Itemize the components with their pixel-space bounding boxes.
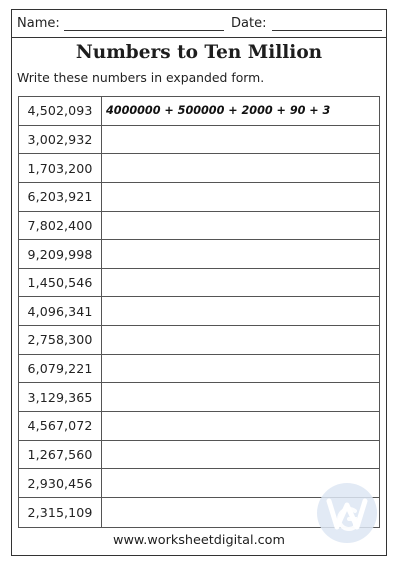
number-cell: 1,450,546 [19,269,102,297]
worksheet-title: Numbers to Ten Million [75,42,323,63]
expanded-form-answer-field[interactable] [102,269,379,297]
date-label: Date: [231,16,267,31]
table-row [19,297,379,326]
date-field-line[interactable] [272,30,382,31]
table-row [19,355,379,384]
number-cell: 3,129,365 [19,383,102,411]
name-label: Name: [17,16,60,31]
table-row [19,212,379,241]
expanded-form-answer-field[interactable] [102,183,379,211]
name-field-line[interactable] [64,30,224,31]
table-row [19,126,379,155]
expanded-form-answer-field[interactable] [102,355,379,383]
table-row [19,383,379,412]
expanded-form-answer-field[interactable] [102,212,379,240]
table-row [19,97,379,126]
expanded-form-answer-field[interactable] [102,126,379,154]
expanded-form-answer-field[interactable] [102,441,379,469]
number-cell: 6,203,921 [19,183,102,211]
number-cell: 3,002,932 [19,126,102,154]
numbers-table [18,96,380,528]
expanded-form-answer-field[interactable] [102,154,379,182]
expanded-form-answer-field[interactable] [102,240,379,268]
number-cell: 2,758,300 [19,326,102,354]
number-cell: 1,267,560 [19,441,102,469]
table-row [19,326,379,355]
table-row [19,269,379,298]
number-cell: 7,802,400 [19,212,102,240]
number-cell: 4,096,341 [19,297,102,325]
number-cell: 2,930,456 [19,469,102,497]
number-cell: 6,079,221 [19,355,102,383]
number-cell: 1,703,200 [19,154,102,182]
expanded-form-answer-field[interactable] [102,412,379,440]
table-row [19,412,379,441]
table-row [19,154,379,183]
number-cell: 2,315,109 [19,498,102,527]
number-cell: 4,567,072 [19,412,102,440]
worksheet-frame [11,9,387,556]
instructions-text: Write these numbers in expanded form. [17,70,265,85]
name-date-header [12,10,386,38]
table-row [19,183,379,212]
number-cell: 9,209,998 [19,240,102,268]
number-cell: 4,502,093 [19,97,102,125]
expanded-form-answer-field[interactable]: 4000000 + 500000 + 2000 + 90 + 3 [106,104,331,118]
table-row [19,441,379,470]
expanded-form-answer-field[interactable] [102,383,379,411]
table-row [19,240,379,269]
expanded-form-answer-field[interactable] [102,297,379,325]
footer-website: www.worksheetdigital.com [113,533,285,548]
expanded-form-answer-field[interactable] [102,326,379,354]
